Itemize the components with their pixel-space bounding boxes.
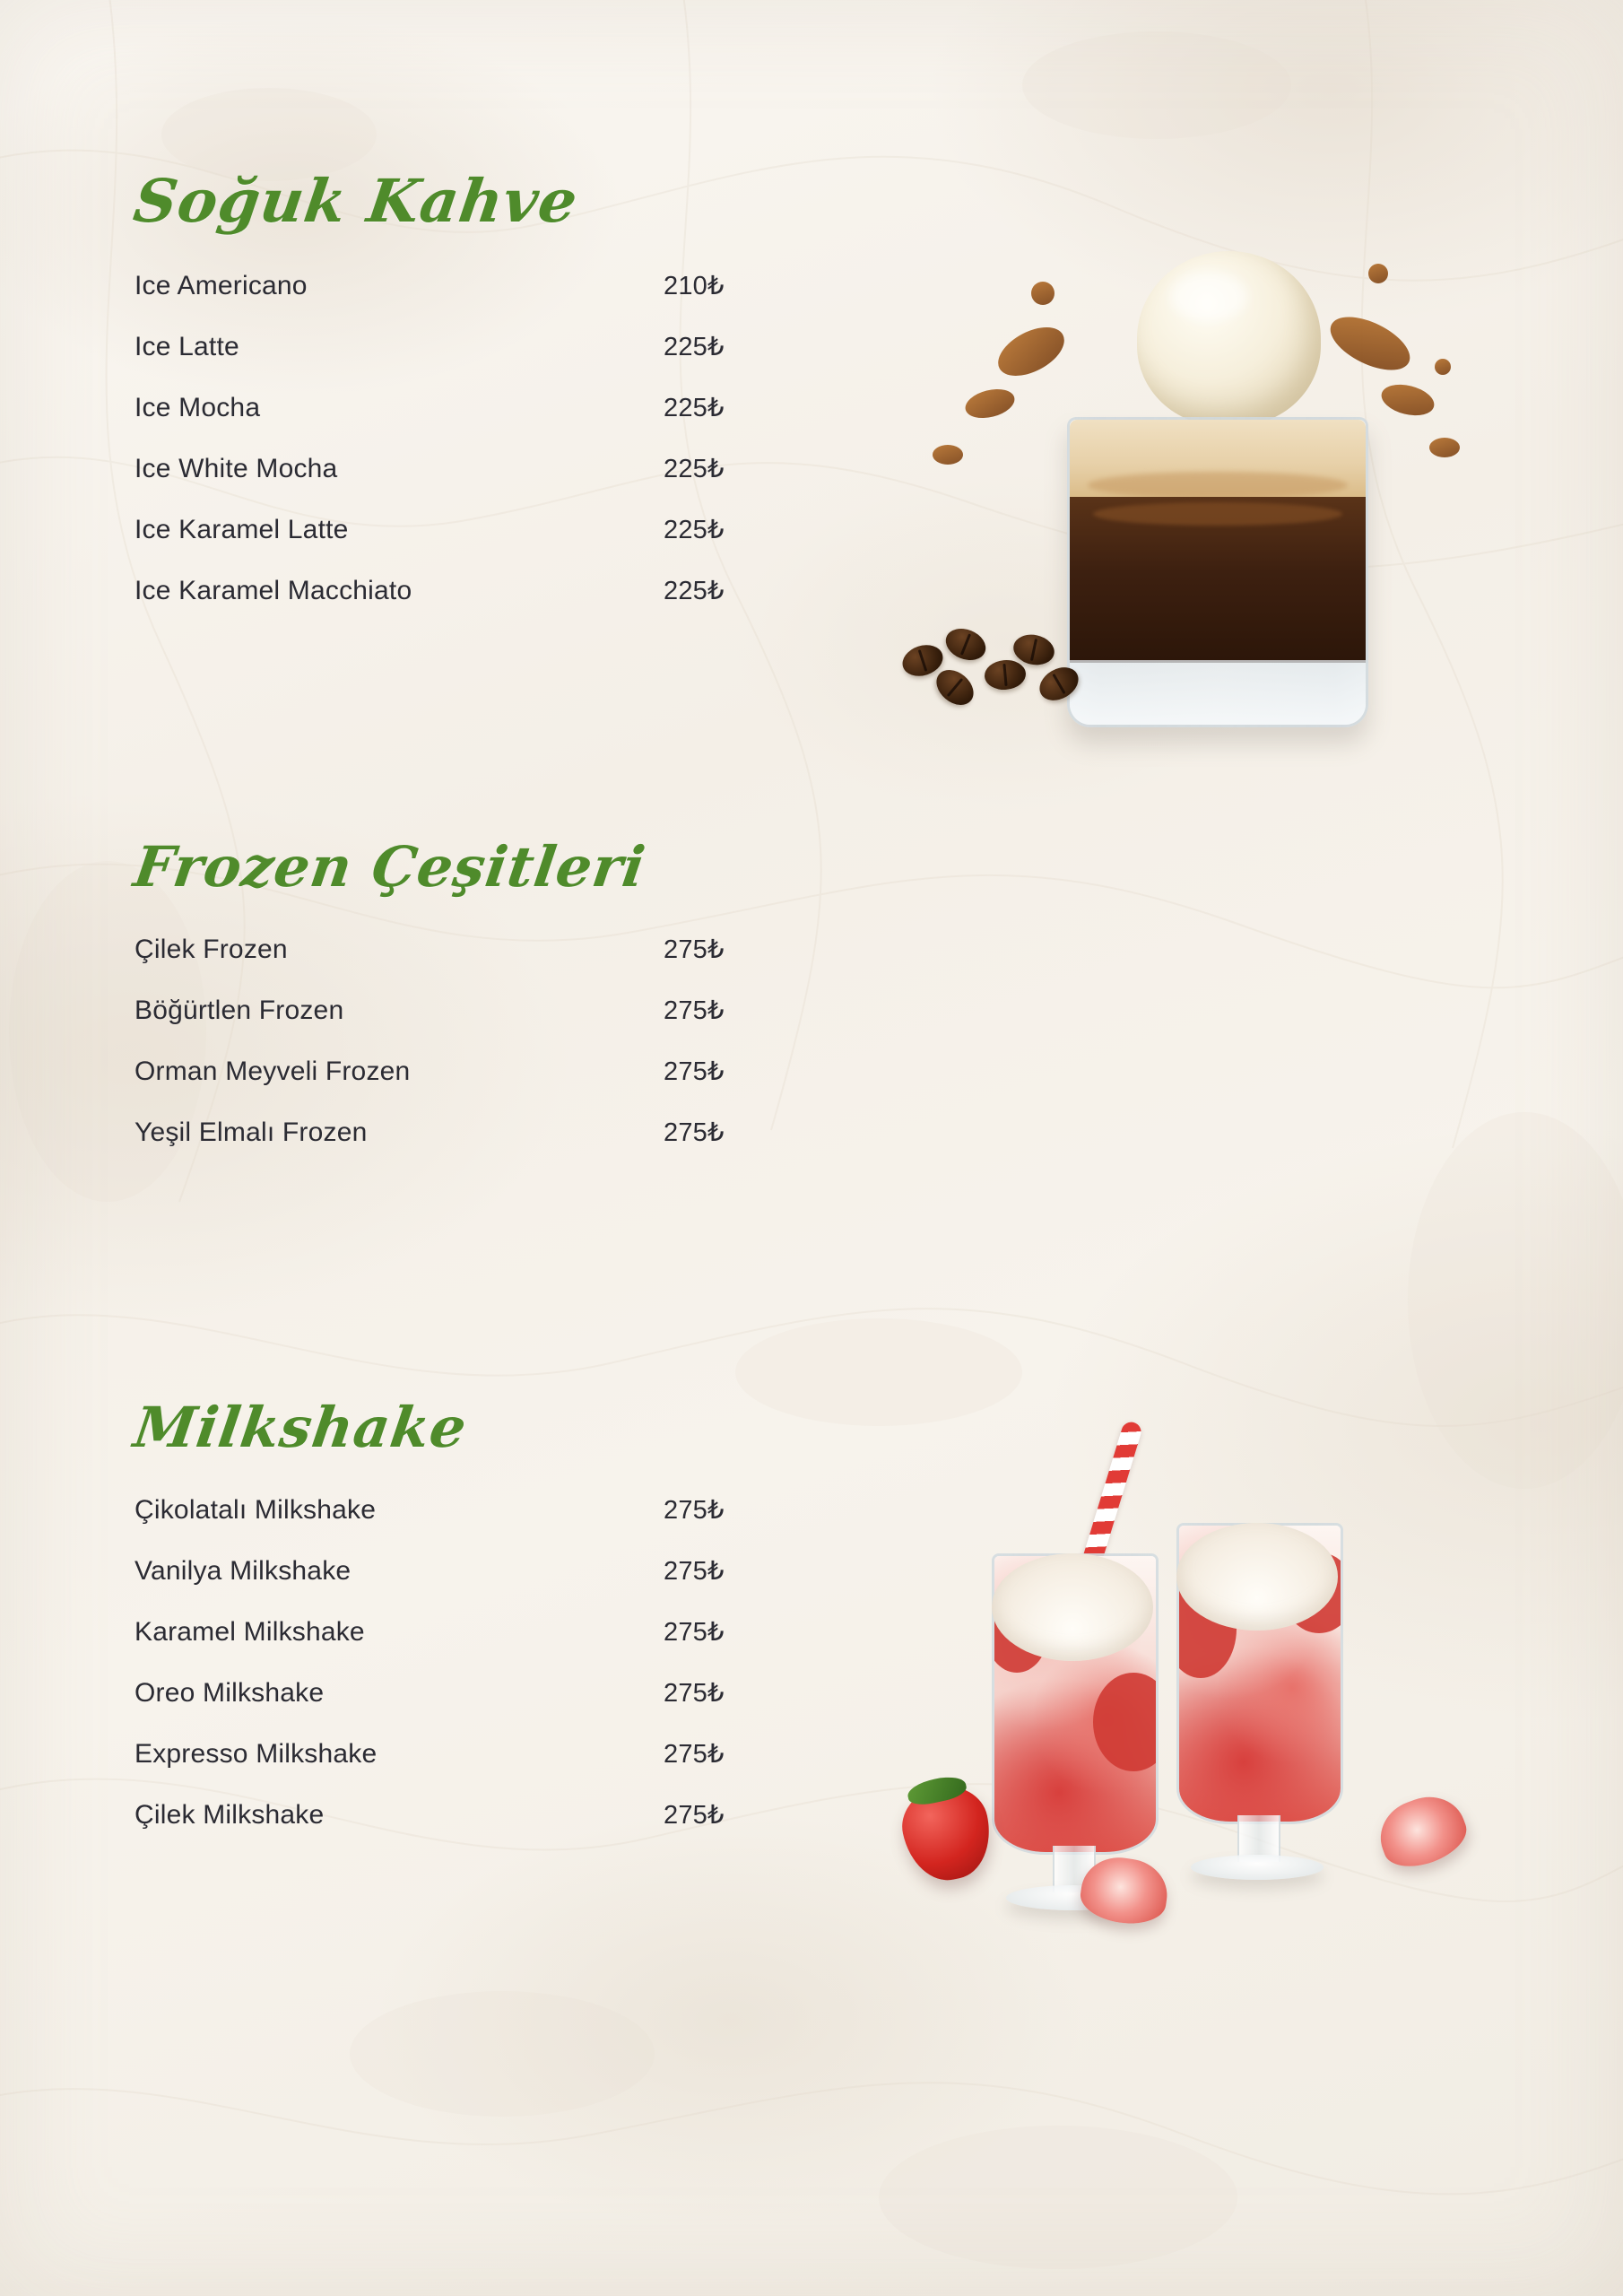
- item-price: 275₺: [664, 1740, 725, 1769]
- coffee-bean-icon: [1011, 631, 1057, 669]
- item-price: 225₺: [664, 333, 725, 361]
- milkshake-glass-left: [992, 1553, 1159, 1855]
- strawberry-half-icon: [1371, 1787, 1474, 1876]
- item-name: Ice Karamel Macchiato: [135, 576, 412, 605]
- item-name: Oreo Milkshake: [135, 1678, 325, 1708]
- menu-item: [135, 1056, 725, 1117]
- section-item-list: [135, 1494, 725, 1860]
- section-title: Soğuk Kahve: [129, 166, 583, 236]
- coffee-bean-icon: [984, 658, 1028, 691]
- item-name: Expresso Milkshake: [135, 1739, 378, 1769]
- menu-item: [135, 1738, 725, 1799]
- item-name: Çilek Milkshake: [135, 1800, 325, 1830]
- menu-item: [135, 514, 725, 575]
- item-name: Böğürtlen Frozen: [135, 996, 344, 1025]
- item-price: 275₺: [664, 1496, 725, 1525]
- section-item-list: [135, 270, 725, 636]
- item-price: 275₺: [664, 935, 725, 964]
- item-name: Karamel Milkshake: [135, 1617, 365, 1647]
- item-price: 275₺: [664, 996, 725, 1025]
- item-price: 225₺: [664, 516, 725, 544]
- item-price: 275₺: [664, 1557, 725, 1586]
- coffee-bean-icon: [1034, 661, 1084, 708]
- item-name: Orman Meyveli Frozen: [135, 1057, 411, 1086]
- coffee-bean-icon: [930, 663, 980, 712]
- section-item-list: [135, 934, 725, 1178]
- menu-section-soguk-kahve: [129, 166, 725, 636]
- item-name: Vanilya Milkshake: [135, 1556, 352, 1586]
- item-name: Ice Mocha: [135, 393, 261, 422]
- item-name: Ice Americano: [135, 271, 308, 300]
- strawberry-icon: [895, 1779, 999, 1888]
- item-price: 275₺: [664, 1057, 725, 1086]
- section-title: Frozen Çeşitleri: [129, 834, 650, 900]
- whipped-cream-right: [1176, 1523, 1338, 1631]
- menu-item: [135, 934, 725, 995]
- menu-item: [135, 575, 725, 636]
- item-name: Yeşil Elmalı Frozen: [135, 1118, 368, 1147]
- milkshake-glass-right: [1176, 1523, 1343, 1824]
- item-price: 225₺: [664, 577, 725, 605]
- menu-item: [135, 392, 725, 453]
- menu-section-frozen-cesitleri: [129, 834, 725, 1178]
- coffee-glass: [1067, 417, 1368, 727]
- strawberry-half-icon: [1077, 1853, 1171, 1929]
- menu-item: [135, 1117, 725, 1178]
- coffee-bean-icon: [941, 623, 990, 666]
- menu-item: [135, 453, 725, 514]
- menu-item: [135, 995, 725, 1056]
- item-price: 275₺: [664, 1618, 725, 1647]
- item-price: 210₺: [664, 272, 725, 300]
- item-name: Ice Karamel Latte: [135, 515, 349, 544]
- coffee-bean-icon: [898, 640, 947, 682]
- item-name: Çilek Frozen: [135, 935, 288, 964]
- whipped-cream-left: [992, 1553, 1153, 1661]
- menu-section-milkshake: [129, 1395, 725, 1860]
- menu-item: [135, 1555, 725, 1616]
- menu-item: [135, 1494, 725, 1555]
- milkshake-photo: [924, 1471, 1569, 2027]
- menu-item: [135, 270, 725, 331]
- menu-item: [135, 1799, 725, 1860]
- ice-cream-scoop: [1137, 251, 1321, 426]
- item-price: 275₺: [664, 1679, 725, 1708]
- menu-item: [135, 1677, 725, 1738]
- item-name: Ice Latte: [135, 332, 239, 361]
- item-price: 275₺: [664, 1118, 725, 1147]
- item-price: 275₺: [664, 1801, 725, 1830]
- item-price: 225₺: [664, 394, 725, 422]
- section-title: Milkshake: [129, 1395, 472, 1460]
- item-name: Ice White Mocha: [135, 454, 338, 483]
- item-name: Çikolatalı Milkshake: [135, 1495, 377, 1525]
- item-price: 225₺: [664, 455, 725, 483]
- menu-item: [135, 1616, 725, 1677]
- menu-item: [135, 331, 725, 392]
- affogato-photo: [879, 224, 1524, 807]
- straw-icon: [1075, 1420, 1144, 1588]
